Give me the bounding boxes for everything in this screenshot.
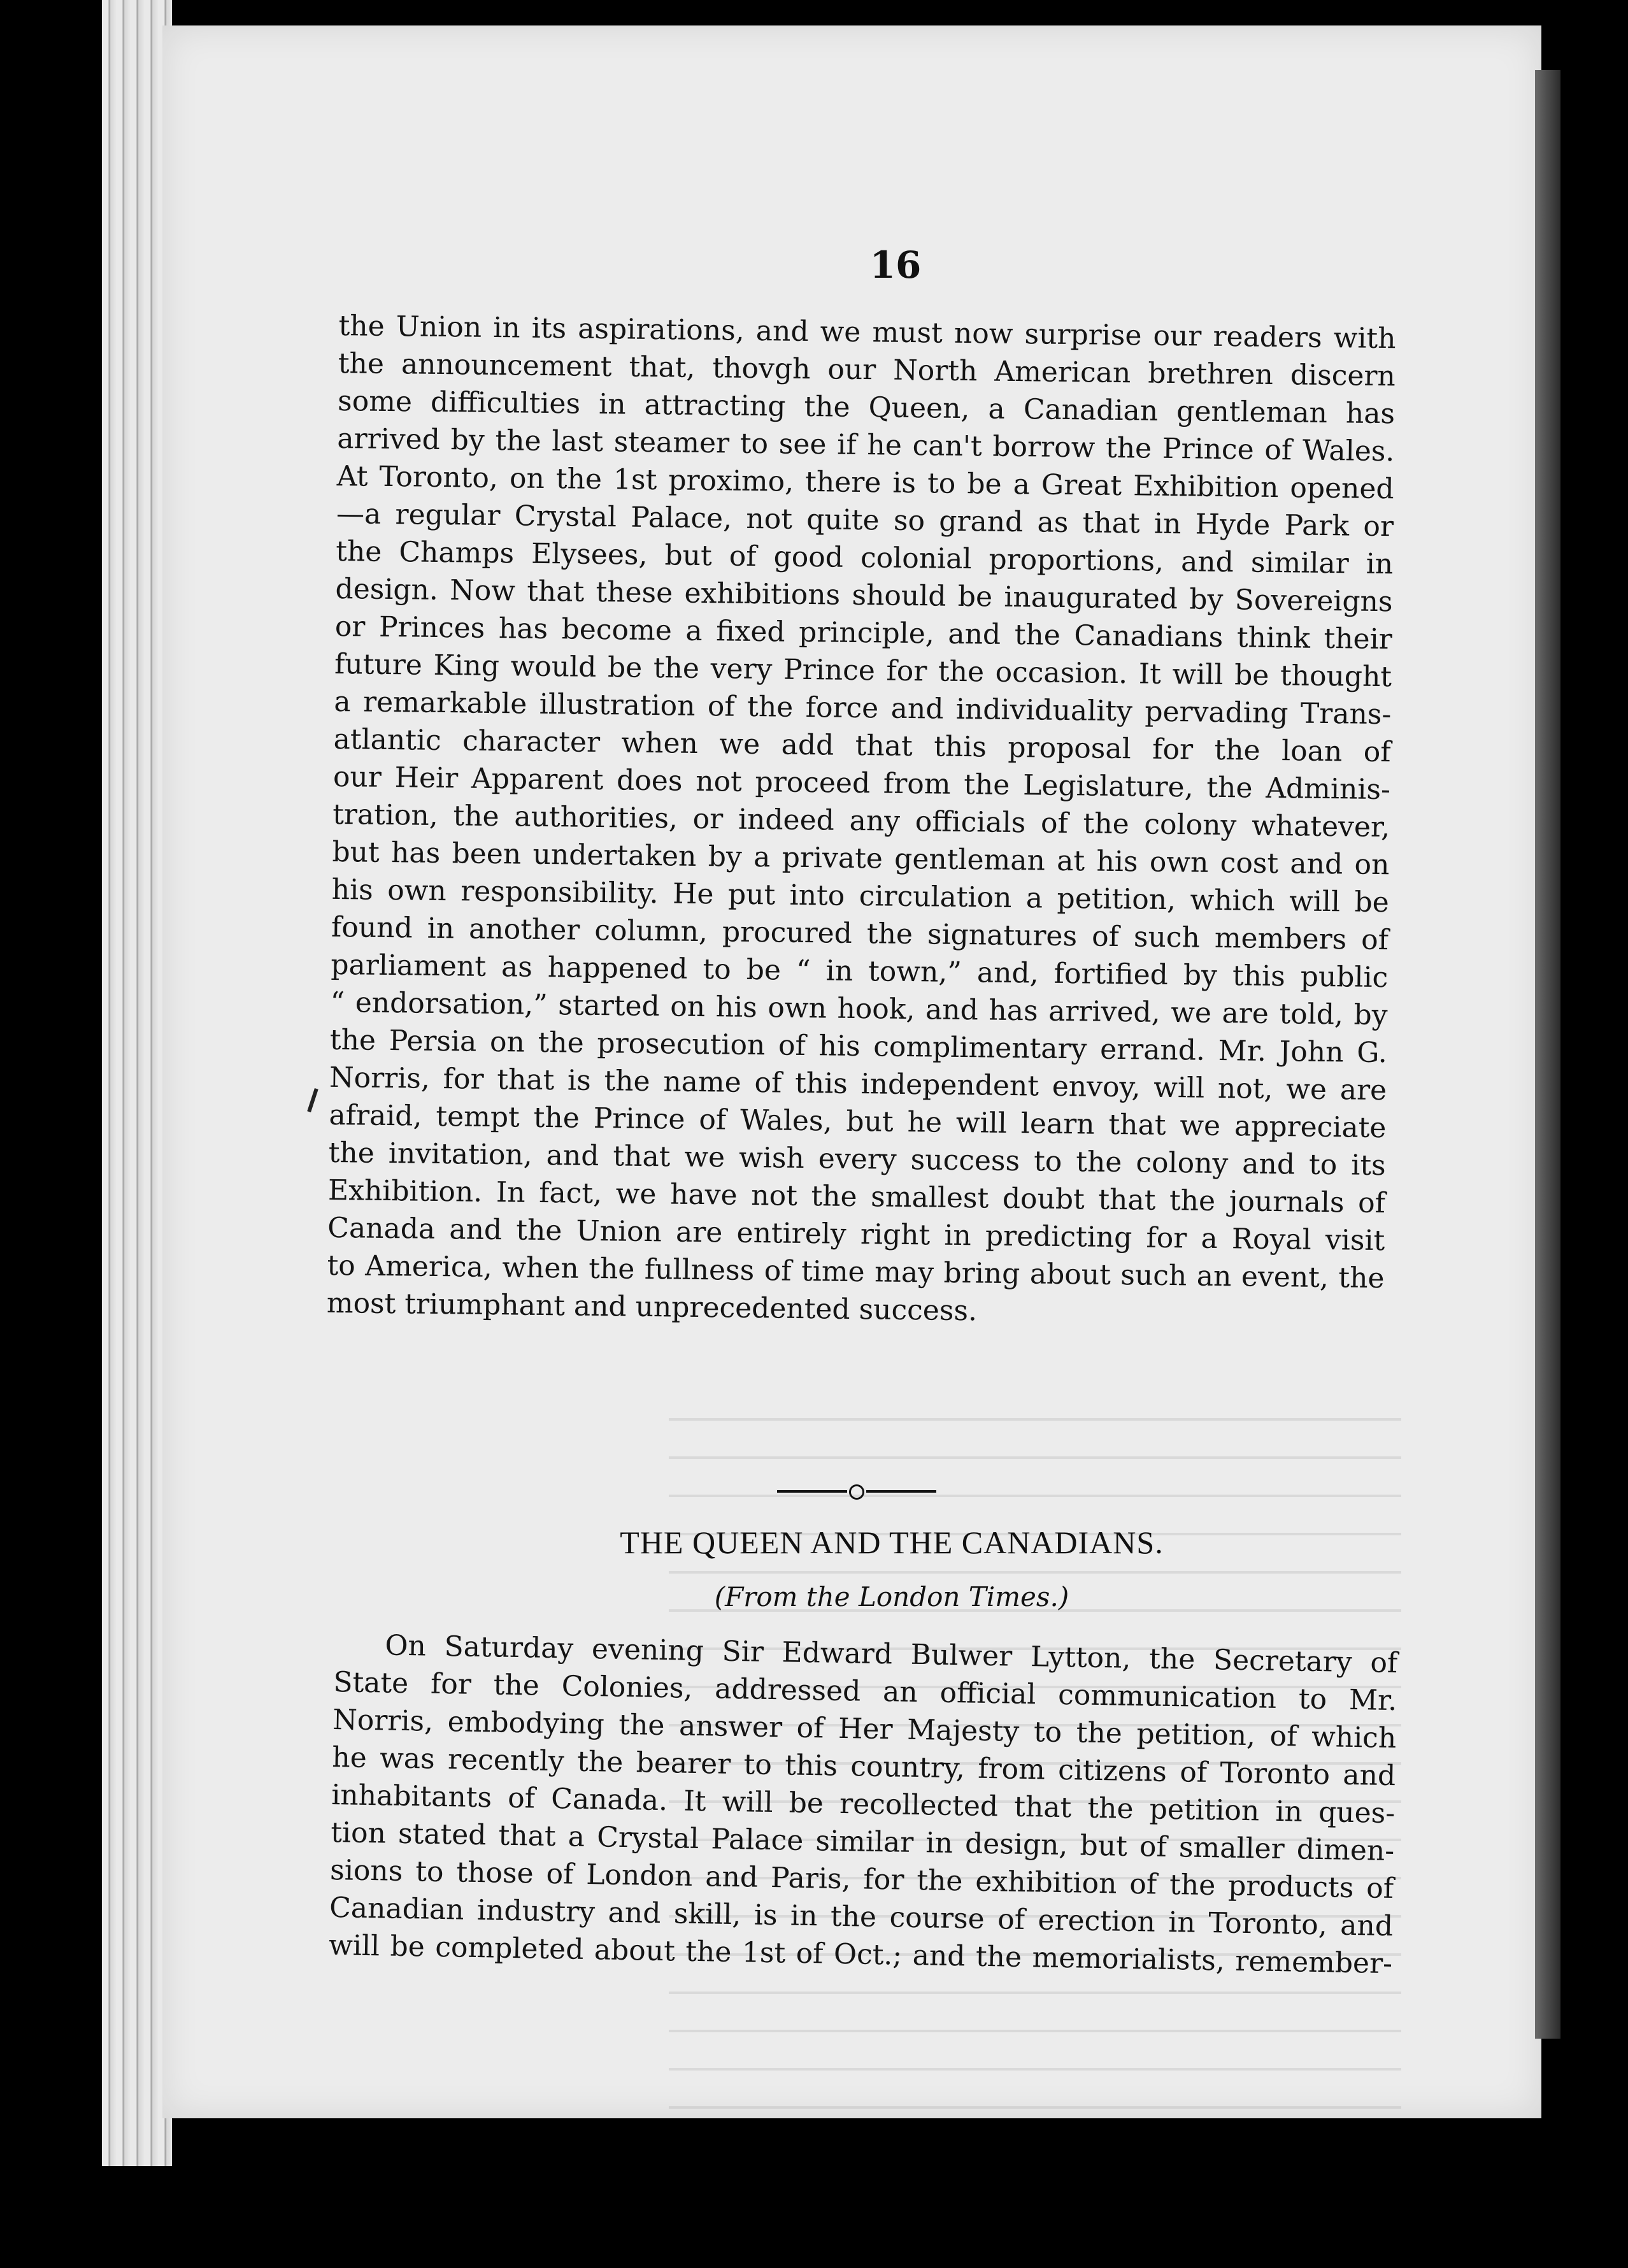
text-line: parliament as happened to be “ in town,” and, fortified by this public xyxy=(331,948,1389,994)
text-line: Norris, embodying the answer of Her Majesty to the petition, of which xyxy=(332,1703,1397,1755)
text-line: the Union in its aspirations, and we must now surprise our readers with xyxy=(338,309,1396,355)
text-line: atlantic character when we add that this proposal for the loan of xyxy=(333,722,1391,769)
text-line: tion stated that a Crystal Palace similar in design, but of smaller dimen- xyxy=(330,1816,1395,1868)
text-line: Exhibition. In fact, we have not the smallest doubt that the journals of xyxy=(327,1173,1386,1220)
text-line: most triumphant and unprecedented success. xyxy=(326,1286,978,1328)
text-line: his own responsibility. He put into circulation a petition, which will be xyxy=(331,873,1390,919)
separator-rule-right xyxy=(866,1490,936,1493)
text-line: afraid, tempt the Prince of Wales, but he will learn that we appreciate xyxy=(329,1098,1387,1145)
text-line: On Saturday evening Sir Edward Bulwer Lytton, the Secretary of xyxy=(385,1629,1398,1680)
text-line: design. Now that these exhibitions should be inaugurated by Sovereigns xyxy=(335,572,1393,619)
text-line: a remarkable illustration of the force and individuality pervading Trans- xyxy=(334,685,1392,731)
article-body xyxy=(327,307,1396,1335)
text-line: —a regular Crystal Palace, not quite so grand as that in Hyde Park or xyxy=(336,497,1394,543)
section-title: THE QUEEN AND THE CANADIANS. xyxy=(620,1525,1164,1560)
text-line: Norris, for that is the name of this independent envoy, will not, we are xyxy=(329,1061,1387,1107)
text-line: but has been undertaken by a private gentleman at his own cost and on xyxy=(332,835,1390,882)
text-line: State for the Colonies, addressed an official communication to Mr. xyxy=(333,1665,1397,1718)
text-line: will be completed about the 1st of Oct.; and the memorialists, remember- xyxy=(328,1928,1393,1981)
text-line: future King would be the very Prince for the occasion. It will be thought xyxy=(334,647,1392,694)
text-line: found in another column, procured the signatures of such members of xyxy=(331,910,1389,957)
page-edges xyxy=(102,0,172,2166)
binding-shadow xyxy=(1535,70,1560,2039)
text-line: arrived by the last steamer to see if he can't borrow the Prince of Wales. xyxy=(337,422,1395,468)
text-line: inhabitants of Canada. It will be recollected that the petition in ques- xyxy=(331,1778,1396,1830)
text-line: our Heir Apparent does not proceed from the Legislature, the Adminis- xyxy=(332,760,1391,807)
text-line: At Toronto, on the 1st proximo, there is to be a Great Exhibition opened xyxy=(336,459,1394,506)
separator-rule-left xyxy=(777,1490,847,1493)
page-number: 16 xyxy=(869,243,922,287)
text-line: some difficulties in attracting the Queen, a Canadian gentleman has xyxy=(337,384,1396,431)
section-separator xyxy=(777,1478,936,1504)
text-line: “ endorsation,” started on his own hook, and has arrived, we are told, by xyxy=(330,986,1388,1032)
text-line: to America, when the fullness of time may bring about such an event, the xyxy=(327,1249,1385,1295)
section-source: (From the London Times.) xyxy=(714,1581,1069,1612)
text-line: the announcement that, thovgh our North American brethren discern xyxy=(338,347,1396,393)
text-line: Canada and the Union are entirely right in predicting for a Royal visit xyxy=(327,1211,1385,1258)
text-line: Canadian industry and skill, is in the course of erection in Toronto, and xyxy=(329,1891,1394,1943)
text-line: he was recently the bearer to this country, from citizens of Toronto and xyxy=(331,1740,1396,1793)
text-line: the Champs Elysees, but of good colonial proportions, and similar in xyxy=(336,535,1394,581)
text-line: tration, the authorities, or indeed any officials of the colony whatever, xyxy=(332,798,1390,844)
separator-circle-ornament xyxy=(849,1484,864,1500)
text-line: the invitation, and that we wish every success to the colony and to its xyxy=(328,1136,1386,1182)
text-line: or Princes has become a fixed principle, and the Canadians think their xyxy=(334,610,1393,656)
article-body-2 xyxy=(329,1626,1398,1983)
text-line: the Persia on the prosecution of his complimentary errand. Mr. John G. xyxy=(329,1023,1388,1070)
text-line: sions to those of London and Paris, for the exhibition of the products of xyxy=(329,1853,1394,1906)
